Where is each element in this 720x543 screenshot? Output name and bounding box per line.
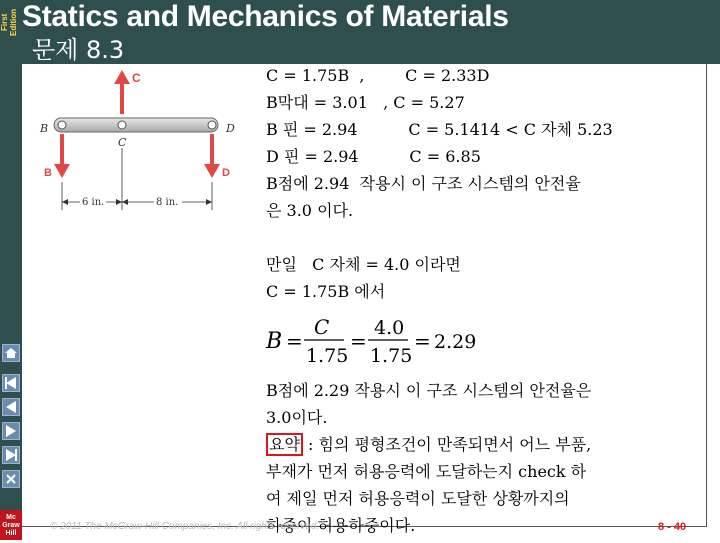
text-line-4: D 핀 = 2.94 C = 6.85 [266,147,481,166]
formula-num2: 4.0 [374,317,405,339]
frame-right-border [706,64,707,526]
text-line-5: B점에 2.94 작용시 이 구조 시스템의 안전율 [266,174,581,193]
page-number: 8 - 40 [658,521,687,533]
home-icon [3,345,19,361]
svg-text:=: = [414,329,431,353]
svg-text:Graw: Graw [2,522,20,529]
text-line-14: 하중이 허용하중이다. [266,516,416,535]
previous-slide-button[interactable] [2,398,20,416]
first-slide-icon [3,375,19,391]
text-line-9: B점에 2.29 작용시 이 구조 시스템의 안전율은 [266,381,592,400]
text-line-10: 3.0이다. [266,408,328,427]
previous-slide-icon [3,399,19,415]
formula-num1: C [314,315,330,339]
home-button[interactable] [2,344,20,362]
text-line-12: 부재가 먼저 허용응력에 도달하는지 check 하 [266,462,587,481]
label-b-left: B [40,122,49,135]
text-line-13: 여 제일 먼저 허용응력이 도달한 상황까지의 [266,489,570,508]
svg-text:=: = [286,329,303,353]
summary-line [266,431,706,458]
label-d-right: D [226,122,235,135]
force-b-arrowhead [54,164,70,178]
label-c-mid: C [118,136,127,149]
formula-den2: 1.75 [370,345,413,367]
text-line-6: 은 3.0 이다. [266,201,354,220]
formula-lhs: B [266,329,283,354]
summary-label: 요약 [266,433,303,456]
beam-bar [54,118,218,132]
pin-c [118,121,126,129]
pin-d [208,121,216,129]
pin-b [58,121,66,129]
left-nav-bar [0,64,22,540]
beam-figure [36,64,262,224]
problem-subtitle: 문제 8.3 [32,36,125,64]
text-line-7: 만일 C 자체 = 4.0 이라면 [266,255,461,274]
last-slide-icon [3,447,19,463]
force-c-arrowhead [114,70,130,84]
formula-result: 2.29 [434,331,477,353]
page-title: Statics and Mechanics of Materials [22,0,509,33]
svg-text:=: = [350,329,367,353]
text-line-2: B막대 = 3.01 , C = 5.27 [266,93,465,112]
text-line-1: C = 1.75B , C = 2.33D [266,66,490,85]
next-slide-button[interactable] [2,422,20,440]
exit-icon [3,471,19,487]
dim-label-right: 8 in. [156,197,179,208]
equation [264,312,484,372]
last-slide-button[interactable] [2,446,20,464]
label-b-bottom: B [44,167,52,179]
label-c-top: C [132,71,141,85]
svg-text:Hill: Hill [5,530,17,537]
label-d-bottom: D [222,167,230,179]
text-line-3: B 핀 = 2.94 C = 5.1414 < C 자체 5.23 [266,120,613,139]
dim-label-left: 6 in. [82,197,105,208]
edition-label: First Edition [0,8,18,36]
solution-text [266,62,706,539]
summary-text: : 힘의 평형조건이 만족되면서 어느 부품, [302,435,592,454]
first-slide-button[interactable] [2,374,20,392]
formula-den1: 1.75 [306,345,349,367]
publisher-logo [0,510,22,540]
next-slide-icon [3,423,19,439]
exit-button[interactable] [2,470,20,488]
copyright-footer: © 2011 The McGraw-Hill Companies, Inc. All rights reserved. [50,521,320,532]
svg-text:Mc: Mc [6,514,16,521]
text-line-8: C = 1.75B 에서 [266,282,386,301]
force-d-arrowhead [204,164,220,178]
